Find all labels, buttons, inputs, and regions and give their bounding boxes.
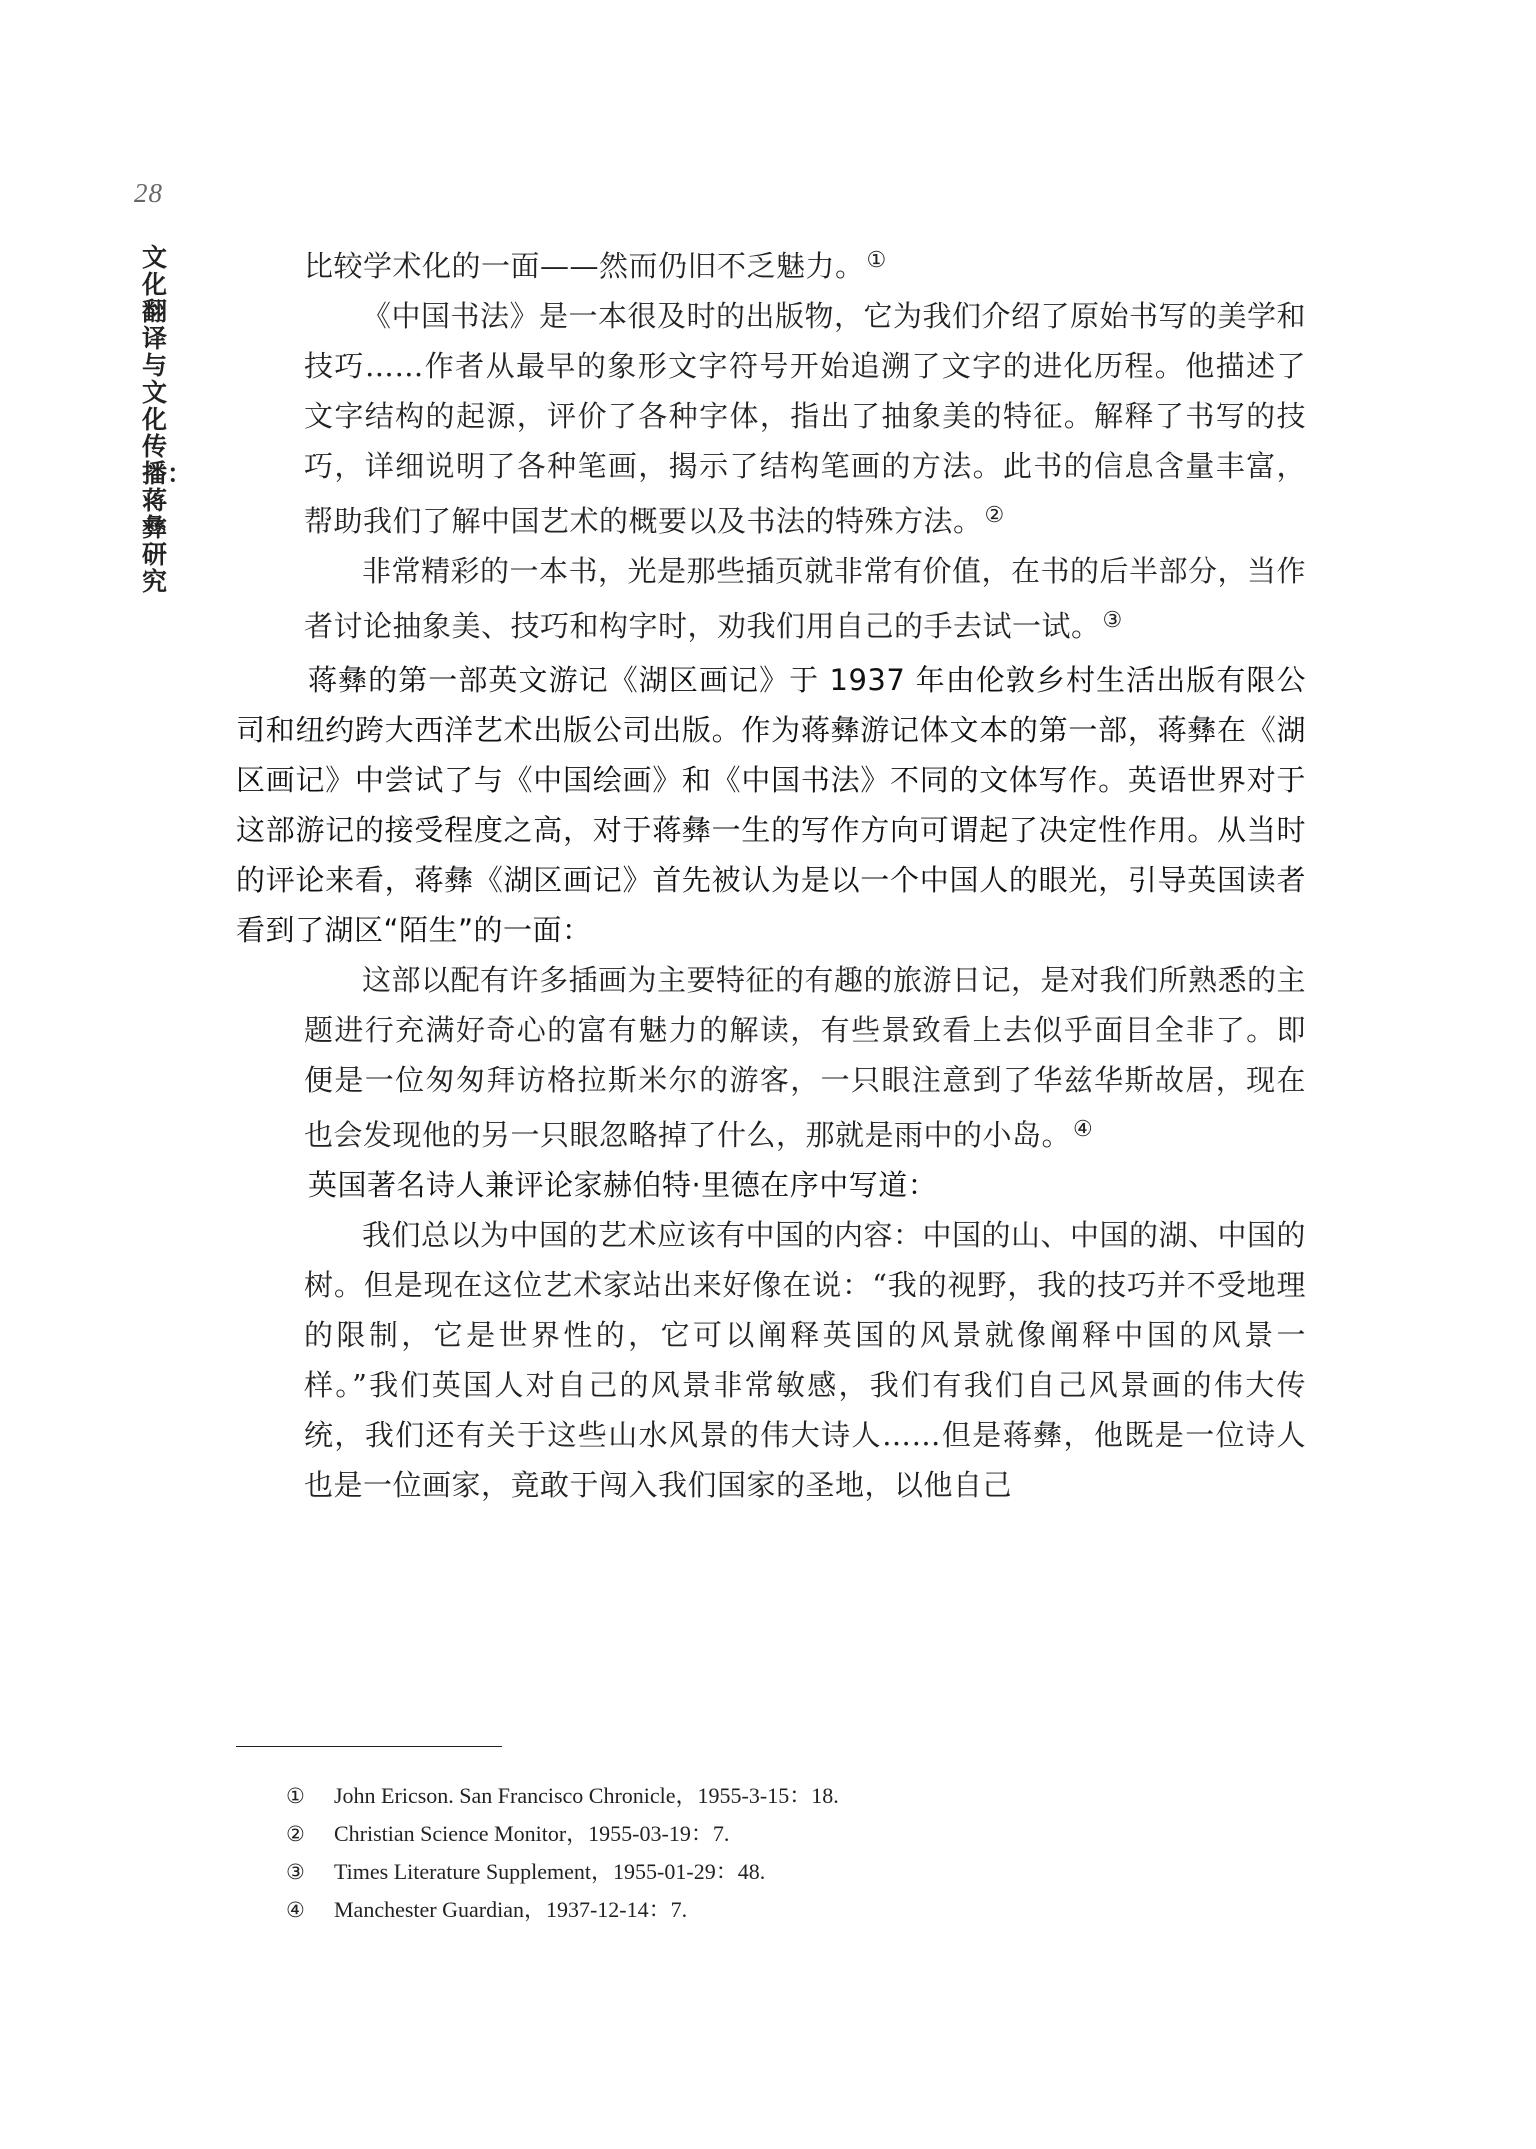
quote-paragraph <box>304 955 1306 1160</box>
footnote-text: Manchester Guardian，1937-12-14：7. <box>334 1897 688 1922</box>
quote-paragraph <box>304 546 1306 651</box>
footnote-mark: ④ <box>286 1898 305 1922</box>
footnote-text: Christian Science Monitor，1955-03-19：7. <box>334 1821 730 1846</box>
footnote-divider <box>236 1746 502 1747</box>
footnote-ref: ③ <box>1102 608 1123 633</box>
footnote-item <box>286 1853 1286 1891</box>
quote-paragraph <box>304 1210 1306 1510</box>
footnote-mark: ② <box>286 1822 305 1846</box>
footnote-item <box>286 1777 1286 1815</box>
paragraph-text: 蒋彝的第一部英文游记《湖区画记》于 1937 年由伦敦乡村生活出版有限公司和纽约跨大西洋艺术出版公司出版。作为蒋彝游记体文本的第一部，蒋彝在《湖区画记》中尝试了与《中国绘画》和《中国书法》不同的文体写作。英语世界对于这部游记的接受程度之高，对于蒋彝一生的写作方向可谓起了决定性作用。从当时的评论来看，蒋彝《湖区画记》首先被认为是以一个中国人的眼光，引导英国读者看到了湖区“陌生”的一面： <box>236 663 1306 947</box>
paragraph-text: 英国著名诗人兼评论家赫伯特·里德在序中写道： <box>308 1168 938 1202</box>
page-number: 28 <box>134 178 163 208</box>
footnote-ref: ④ <box>1073 1117 1094 1142</box>
quote-paragraph <box>304 291 1306 546</box>
footnote-ref: ① <box>866 248 887 273</box>
paragraph-text: 这部以配有许多插画为主要特征的有趣的旅游日记，是对我们所熟悉的主题进行充满好奇心的富有魅力的解读，有些景致看上去似乎面目全非了。即便是一位匆匆拜访格拉斯米尔的游客，一只眼注意到了华兹华斯故居，现在也会发现他的另一只眼忽略掉了什么，那就是雨中的小岛。 <box>304 963 1307 1152</box>
running-head: 文化翻译与文化传播：蒋彝研究 <box>142 243 193 596</box>
body-paragraph <box>236 655 1306 955</box>
footnote-mark: ③ <box>286 1860 305 1884</box>
footnote-item <box>286 1891 1286 1929</box>
body-text <box>236 236 1306 1510</box>
paragraph-text: 我们总以为中国的艺术应该有中国的内容：中国的山、中国的湖、中国的树。但是现在这位艺术家站出来好像在说：“我的视野，我的技巧并不受地理的限制，它是世界性的，它可以阐释英国的风景就像阐释中国的风景一样。”我们英国人对自己的风景非常敏感，我们有我们自己风景画的伟大传统，我们还有关于这些山水风景的伟大诗人……但是蒋彝，他既是一位诗人也是一位画家，竟敢于闯入我们国家的圣地，以他自己 <box>304 1218 1307 1502</box>
body-paragraph <box>236 1160 1306 1210</box>
footnote-item <box>286 1815 1286 1853</box>
paragraph-text: 《中国书法》是一本很及时的出版物，它为我们介绍了原始书写的美学和技巧……作者从最早的象形文字符号开始追溯了文字的进化历程。他描述了文字结构的起源，评价了各种字体，指出了抽象美的特征。解释了书写的技巧，详细说明了各种笔画，揭示了结构笔画的方法。此书的信息含量丰富，帮助我们了解中国艺术的概要以及书法的特殊方法。 <box>304 299 1307 538</box>
footnote-text: John Ericson. San Francisco Chronicle，1955-3-15：18. <box>334 1783 839 1808</box>
paragraph-text: 比较学术化的一面——然而仍旧不乏魅力。 <box>304 249 865 283</box>
footnote-text: Times Literature Supplement，1955-01-29：48. <box>334 1859 766 1884</box>
paragraph-text: 非常精彩的一本书，光是那些插页就非常有价值，在书的后半部分，当作者讨论抽象美、技巧和构字时，劝我们用自己的手去试一试。 <box>304 554 1307 643</box>
footnote-mark: ① <box>286 1784 305 1808</box>
footnote-ref: ② <box>984 503 1005 528</box>
quote-paragraph <box>304 236 1306 291</box>
footnotes <box>286 1777 1286 1929</box>
